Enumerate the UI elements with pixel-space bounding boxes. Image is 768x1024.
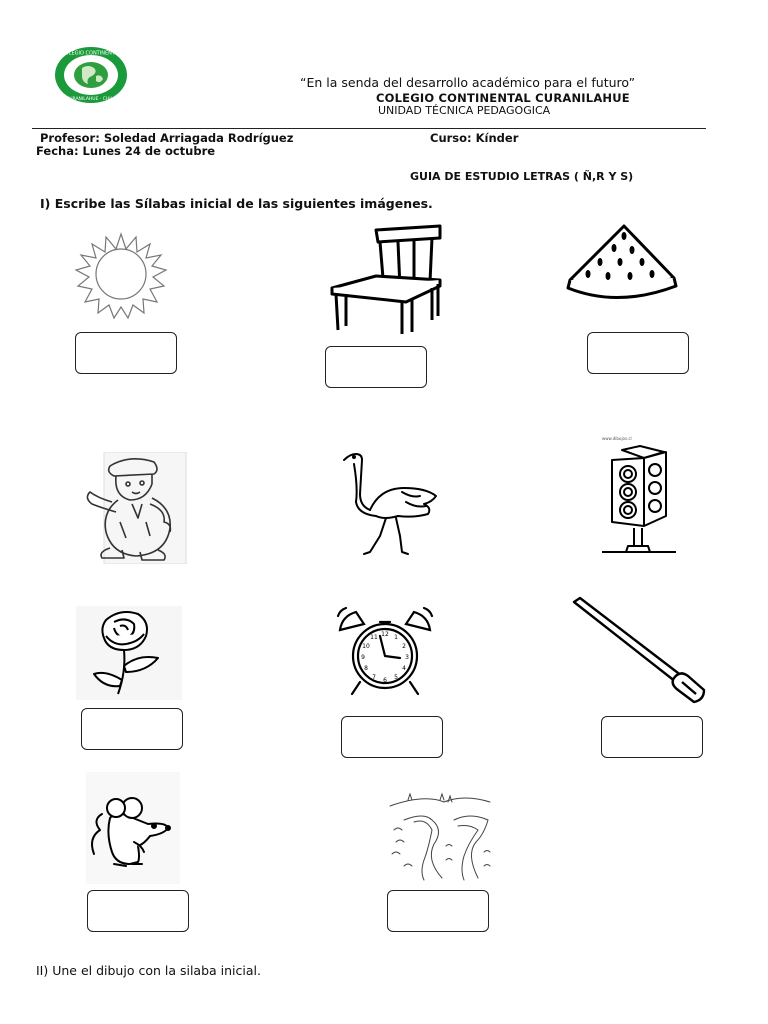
guide-title: GUIA DE ESTUDIO LETRAS ( Ñ,R Y S) (410, 170, 634, 183)
svg-text:5: 5 (394, 674, 398, 681)
chair-picture (328, 222, 446, 336)
answer-box-river[interactable] (387, 890, 489, 932)
rose-picture (76, 606, 182, 700)
answer-box-mouse[interactable] (87, 890, 189, 932)
oar-picture (570, 596, 708, 706)
ostrich-picture (340, 448, 440, 560)
svg-text:11: 11 (370, 634, 378, 641)
svg-text:4: 4 (402, 665, 406, 672)
svg-text:2: 2 (402, 643, 406, 650)
answer-box-rose[interactable] (81, 708, 183, 750)
answer-box-oar[interactable] (601, 716, 703, 758)
alarm-clock-picture (334, 606, 436, 698)
svg-text:8: 8 (364, 665, 368, 672)
svg-text:9: 9 (361, 654, 365, 661)
answer-box-chair[interactable] (325, 346, 427, 388)
svg-text:12: 12 (381, 631, 389, 638)
svg-text:1: 1 (394, 634, 398, 641)
svg-text:www.dibujos.cl: www.dibujos.cl (602, 436, 632, 441)
svg-text:COLEGIO CONTINENTAL: COLEGIO CONTINENTAL (61, 50, 121, 57)
date-label: Fecha: Lunes 24 de octubre (36, 144, 216, 158)
svg-text:7: 7 (372, 674, 376, 681)
header-divider (32, 128, 706, 129)
section1-instruction: I) Escribe las Sílabas inicial de las siguientes imágenes. (40, 196, 433, 211)
answer-box-watermelon[interactable] (587, 332, 689, 374)
mouse-picture (86, 772, 180, 884)
answer-box-sun[interactable] (75, 332, 177, 374)
fat-boy-picture (80, 452, 188, 564)
answer-box-clock[interactable] (341, 716, 443, 758)
section2-instruction: II) Une el dibujo con la silaba inicial. (36, 963, 261, 978)
svg-text:10: 10 (362, 643, 370, 650)
svg-text:CURANILAHUE · CHILE: CURANILAHUE · CHILE (66, 97, 116, 102)
teacher-label: Profesor: Soledad Arriagada Rodríguez (40, 131, 294, 145)
school-logo (54, 46, 128, 104)
school-unit: UNIDAD TÉCNICA PEDAGOGICA (378, 104, 551, 117)
course-label: Curso: Kínder (430, 131, 519, 145)
svg-text:3: 3 (405, 654, 409, 661)
watermelon-picture (556, 222, 690, 306)
traffic-light-picture (598, 434, 680, 558)
school-motto: “En la senda del desarrollo académico para el futuro” (300, 75, 636, 90)
svg-text:6: 6 (383, 677, 387, 684)
river-picture (384, 790, 496, 882)
school-name: COLEGIO CONTINENTAL CURANILAHUE (376, 91, 630, 105)
sun-picture (72, 228, 170, 320)
